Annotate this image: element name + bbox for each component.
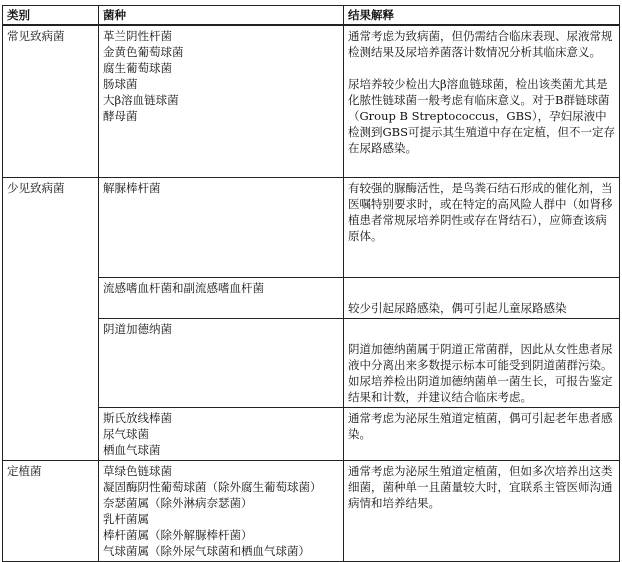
species-item: 腐生葡萄球菌: [103, 61, 172, 75]
table-row-common: [3, 25, 620, 177]
header-interpretation: 结果解释: [344, 6, 620, 26]
species-item: 草绿色链球菌: [103, 463, 172, 478]
species-cell: [99, 318, 344, 407]
category-cell: 定植菌: [3, 460, 99, 561]
species-cell: [99, 407, 344, 460]
species-item: 酵母菌: [103, 109, 138, 123]
species-item: 凝固酶阴性葡萄球菌（除外腐生葡萄球菌）: [103, 479, 322, 494]
species-cell: [99, 25, 344, 177]
species-item: 奈瑟菌属（除外淋病奈瑟菌）: [103, 495, 253, 510]
interpretation-cell: 有较强的脲酶活性，是鸟粪石结石形成的催化剂，当医嘱特别要求时，或在特定的高风险人群中（如肾移植患者常规尿培养阴性或存在肾结石），应筛查该病原体。: [344, 177, 620, 277]
interpretation-text: 通常考虑为致病菌，但仍需结合临床表现、尿液常规检测结果及尿培养菌落计数情况分析其临床意义。: [348, 29, 613, 59]
species-cell: [99, 460, 344, 561]
interpretation-cell: 阴道加德纳菌属于阴道正常菌群，因此从女性患者尿液中分离出来多数提示标本可能受到阴道菌群污染。如尿培养检出阴道加德纳菌单一菌生长，可报告鉴定结果和计数，并建议结合临床考虑。: [344, 318, 620, 407]
table-row-rare: [3, 177, 620, 277]
interpretation-cell: [344, 25, 620, 177]
species-item: 气球菌属（除外尿气球菌和栖血气球菌）: [103, 543, 310, 558]
header-category: 类别: [3, 6, 99, 26]
species-item: 栖血气球菌: [103, 442, 161, 457]
table-header-row: [3, 6, 620, 26]
species-item: 阴道加德纳菌: [103, 321, 172, 336]
species-item: 尿气球菌: [103, 426, 149, 441]
species-item: 解脲棒杆菌: [103, 180, 161, 195]
interpretation-cell: 通常考虑为泌尿生殖道定植菌，偶可引起老年患者感染。: [344, 407, 620, 460]
species-item: 斯氏放线棒菌: [103, 410, 172, 425]
species-cell: [99, 277, 344, 318]
species-item: 肠球菌: [103, 77, 138, 91]
species-cell: [99, 177, 344, 277]
species-item: 大β溶血链球菌: [103, 93, 179, 107]
bacteria-interpretation-table: [2, 5, 620, 562]
interpretation-text: 尿培养较少检出大β溶血链球菌，检出该类菌尤其是化脓性链球菌一般考虑有临床意义。对于B群链球菌（Group B Streptococcus，GBS），孕妇尿液中检测到GBS可提示其生殖道中存在定植，但不一定存在尿路感染。: [348, 77, 616, 155]
header-species: 菌种: [99, 6, 344, 26]
species-item: 乳杆菌属: [103, 511, 149, 526]
interpretation-cell: 较少引起尿路感染，偶可引起儿童尿路感染: [344, 277, 620, 318]
paragraph-spacer: [348, 60, 615, 76]
category-cell: 常见致病菌: [3, 25, 99, 177]
table-row-colonizer: [3, 460, 620, 561]
category-cell: 少见致病菌: [3, 177, 99, 460]
species-item: 金黄色葡萄球菌: [103, 45, 184, 59]
species-item: 棒杆菌属（除外解脲棒杆菌）: [103, 527, 253, 542]
interpretation-cell: 通常考虑为泌尿生殖道定植菌，但如多次培养出这类细菌，菌种单一且菌量较大时，宜联系主管医师沟通病情和培养结果。: [344, 460, 620, 561]
species-item: 流感嗜血杆菌和副流感嗜血杆菌: [103, 280, 264, 295]
species-item: 革兰阴性杆菌: [103, 29, 172, 43]
